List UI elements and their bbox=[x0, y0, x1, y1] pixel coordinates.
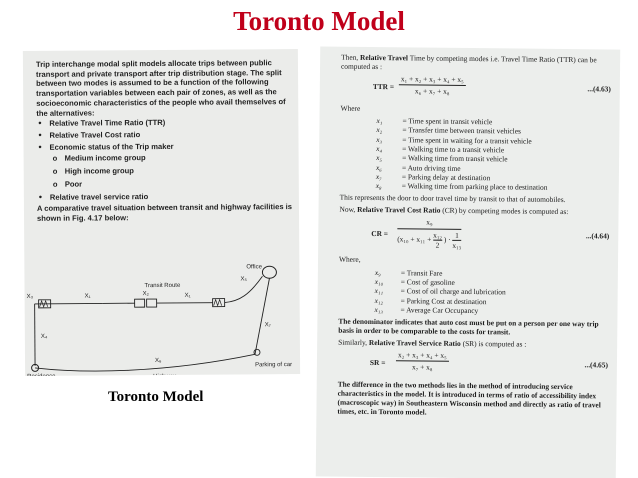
left-scanned-page bbox=[23, 49, 300, 381]
sr-formula bbox=[338, 350, 610, 379]
ttr-fraction bbox=[399, 74, 466, 96]
var-symbol: x₉ bbox=[374, 267, 381, 277]
var-definition: = Auto driving time bbox=[401, 163, 461, 173]
right-page-text bbox=[337, 53, 613, 422]
walk-from-parking bbox=[254, 278, 270, 354]
variable-list-tail bbox=[37, 191, 295, 203]
cr-den-part: ) · bbox=[443, 234, 451, 244]
var-symbol: x₃ bbox=[376, 134, 383, 144]
term-cost-ratio: Relative Travel Cost Ratio bbox=[357, 205, 441, 216]
transit-route-label: Transit Route bbox=[144, 282, 181, 290]
ttr-formula bbox=[341, 74, 613, 103]
door-to-door-paragraph: This represents the door to door travel time by transit to that of automobiles. bbox=[339, 193, 566, 205]
cr-inner-fraction bbox=[433, 230, 442, 249]
left-page-text bbox=[36, 58, 295, 224]
var-symbol: x₄ bbox=[376, 144, 383, 154]
variable-list bbox=[36, 117, 294, 152]
text-span: Then, bbox=[341, 52, 359, 62]
sr-fraction bbox=[396, 350, 449, 372]
var-definition: = Time spent in waiting for a transit vehicle bbox=[402, 135, 532, 146]
x1-label-left: X₃ bbox=[26, 293, 34, 300]
sr-denominator: x₇ + x₈ bbox=[411, 362, 433, 372]
x1-label: X₁ bbox=[84, 293, 91, 300]
var-definition: = Parking Cost at destination bbox=[400, 295, 487, 306]
variable-row bbox=[374, 305, 610, 317]
highway-route bbox=[35, 354, 255, 371]
equation-number: ...(4.64) bbox=[585, 231, 610, 241]
figure-caption: Toronto Model bbox=[108, 389, 204, 405]
sr-intro bbox=[338, 338, 610, 350]
where-label: Where bbox=[340, 103, 361, 113]
var-definition: = Average Car Occupancy bbox=[400, 305, 479, 315]
var-symbol: x₁₃ bbox=[374, 304, 383, 314]
text-span: Now, bbox=[339, 205, 356, 215]
cr-formula bbox=[339, 217, 611, 254]
term-relative-travel: Relative Travel bbox=[360, 52, 409, 63]
cr-tail-den: x₁₃ bbox=[452, 240, 462, 250]
bullet-item: • Economic status of the Trip maker bbox=[37, 141, 295, 153]
slide-title: Toronto Model bbox=[233, 6, 405, 36]
sub-bullet-item: o High income group bbox=[51, 165, 295, 176]
var-symbol: x₂ bbox=[376, 125, 383, 135]
office-icon bbox=[262, 266, 276, 278]
var-symbol: x₁₂ bbox=[374, 295, 384, 305]
residence-label: Residence bbox=[27, 373, 56, 380]
cr-lhs: CR = bbox=[371, 229, 389, 239]
ttr-denominator: x₆ + x₇ + x₈ bbox=[414, 86, 450, 96]
sub-bullet-item: o Medium income group bbox=[51, 153, 295, 164]
var-definition: = Walking time from parking place to destination bbox=[401, 181, 548, 193]
transfer-box-a bbox=[135, 299, 145, 307]
x6-label: X₆ bbox=[155, 358, 162, 365]
x4-label: X₄ bbox=[40, 333, 48, 340]
bullet-item: • Relative travel service ratio bbox=[37, 191, 295, 203]
variable-row bbox=[376, 181, 612, 193]
var-definition: = Parking delay at destination bbox=[401, 172, 491, 183]
var-definition: = Walking time from transit vehicle bbox=[402, 153, 508, 164]
transit-highway-diagram bbox=[24, 254, 300, 381]
sr-lhs: SR = bbox=[369, 357, 386, 368]
x2-label: X₂ bbox=[142, 291, 149, 298]
office-label: Office bbox=[246, 264, 262, 271]
equation-number: ...(4.65) bbox=[584, 360, 608, 370]
var-symbol: x₅ bbox=[376, 153, 383, 163]
var-definition: = Walking time to a transit vehicle bbox=[402, 144, 505, 155]
var-symbol: x₈ bbox=[375, 181, 382, 191]
cr-denominator bbox=[397, 229, 461, 250]
outro-paragraph: A comparative travel situation between transit and highway facilities is shown in Fig. 4.17 below: bbox=[36, 202, 293, 223]
bullet-item: • Relative Travel Time Ratio (TTR) bbox=[36, 117, 294, 129]
text-span: (SR) is computed as : bbox=[462, 338, 527, 349]
x1b-label: X₁ bbox=[184, 292, 191, 299]
ttr-lhs: TTR = bbox=[372, 82, 395, 92]
difference-paragraph: The difference in the two methods lies in the method of introducing service characteristics in the model. It is introduced in terms of ratio of accessibility index (macroscopic way) in Southeastern Wisconsin method and directly as ratio of travel times, etc. in Toronto model. bbox=[337, 379, 601, 417]
var-definition: = Time spent in transit vehicle bbox=[402, 116, 493, 127]
var-symbol: x₆ bbox=[375, 162, 382, 172]
text-span: (CR) by competing modes is computed as: bbox=[442, 206, 569, 217]
cr-numerator: x₉ bbox=[397, 218, 461, 230]
cr-inner-den: 2 bbox=[435, 240, 440, 250]
cr-den-part: (x₁₀ + x₁₁ + bbox=[397, 234, 434, 244]
term-service-ratio: Relative Travel Service Ratio bbox=[368, 337, 461, 348]
var-symbol: x₁₁ bbox=[374, 286, 384, 296]
denominator-paragraph: The denominator indicates that auto cost must be put on a person per one way trip basis in order to be comparable to the costs for transit. bbox=[338, 316, 599, 337]
text-span: Similarly, bbox=[338, 337, 368, 347]
cr-occupancy-fraction bbox=[452, 230, 461, 249]
ttr-intro bbox=[341, 53, 613, 74]
var-definition: = Cost of oil charge and lubrication bbox=[400, 286, 506, 297]
cr-fraction bbox=[397, 218, 461, 250]
cr-inner-num: x₁₂ bbox=[433, 230, 443, 240]
parking-label: Parking of car bbox=[255, 362, 293, 369]
right-scanned-page bbox=[316, 46, 620, 478]
cr-variable-list bbox=[374, 268, 610, 317]
var-definition: = Cost of gasoline bbox=[400, 277, 455, 287]
ttr-variable-list bbox=[376, 116, 613, 193]
var-symbol: x₁ bbox=[376, 116, 383, 126]
sub-bullet-item: o Poor bbox=[51, 178, 295, 189]
x7-label: X₇ bbox=[264, 322, 271, 329]
cr-tail-num: 1 bbox=[452, 230, 461, 240]
x5-label: X₅ bbox=[240, 276, 247, 283]
cr-intro bbox=[340, 205, 612, 217]
text-span: Time by competing modes i.e. Travel Time Ratio (TTR) can be computed as : bbox=[341, 53, 597, 72]
ttr-numerator: x₁ + x₂ + x₃ + x₄ + x₅ bbox=[399, 74, 466, 86]
var-definition: = Transit Fare bbox=[400, 267, 443, 278]
sr-numerator: x₂ + x₃ + x₄ + x₅ bbox=[396, 350, 449, 362]
var-symbol: x₇ bbox=[375, 172, 382, 182]
income-group-list bbox=[51, 153, 295, 190]
var-definition: = Transfer time between transit vehicles bbox=[402, 125, 521, 136]
transfer-box-b bbox=[147, 299, 157, 307]
bullet-item: • Relative Travel Cost ratio bbox=[36, 129, 294, 141]
equation-number: ...(4.63) bbox=[587, 84, 611, 94]
var-symbol: x₁₀ bbox=[374, 276, 384, 286]
where-label: Where, bbox=[338, 255, 361, 265]
highway-label: Highway bbox=[153, 373, 177, 381]
parking-icon bbox=[254, 349, 260, 355]
intro-paragraph: Trip interchange modal split models allocate trips between public transport and private transport after trip distribution stage. The split between two modes is assumed to be a function of the following transportation variables between each pair of zones, as well as the socioeconomic characteristics of the people who avail themselves of the alternatives: bbox=[35, 58, 286, 118]
